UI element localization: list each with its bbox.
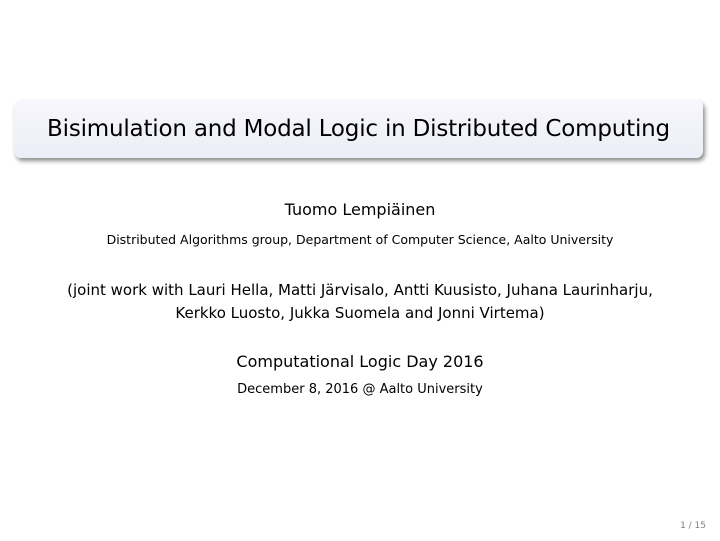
event-name: Computational Logic Day 2016 bbox=[236, 352, 484, 371]
slide-title: Bisimulation and Modal Logic in Distributed Computing bbox=[47, 116, 670, 142]
event-date: December 8, 2016 @ Aalto University bbox=[237, 382, 483, 397]
page-number: 1 / 15 bbox=[680, 521, 706, 531]
coauthors-line-2: Kerkko Luosto, Jukka Suomela and Jonni Virtema) bbox=[175, 304, 545, 322]
author-name: Tuomo Lempiäinen bbox=[284, 200, 436, 219]
coauthors-line-1: (joint work with Lauri Hella, Matti Järvisalo, Antti Kuusisto, Juhana Laurinharju, bbox=[67, 281, 653, 299]
author-institute: Distributed Algorithms group, Department of Computer Science, Aalto University bbox=[106, 232, 614, 247]
title-box bbox=[14, 100, 703, 158]
